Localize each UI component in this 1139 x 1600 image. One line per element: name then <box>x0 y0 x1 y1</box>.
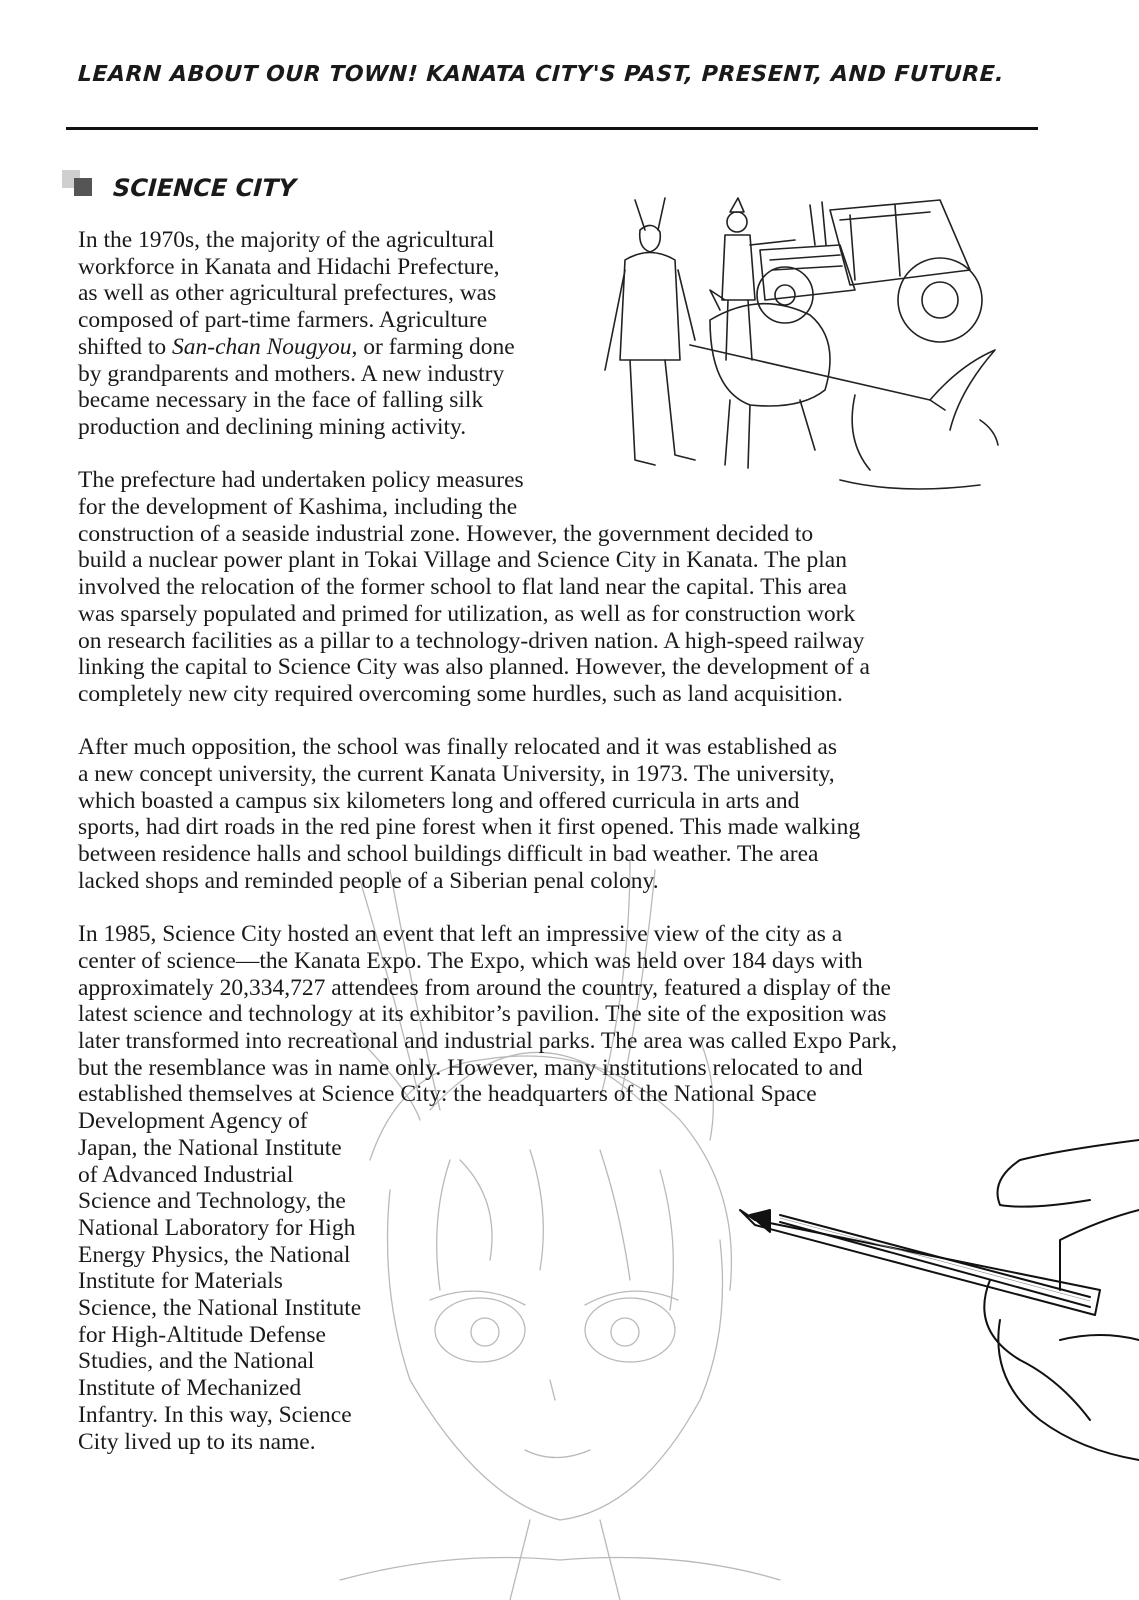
text-line: was sparsely populated and primed for utilization, as well as for construction work <box>78 600 856 627</box>
text-line: City lived up to its name. <box>78 1428 316 1455</box>
text-line: by grandparents and mothers. A new industry <box>78 360 505 387</box>
article-body <box>78 227 1078 1482</box>
text-line: Studies, and the National <box>78 1348 315 1375</box>
text-line: latest science and technology at its exhibitor’s pavilion. The site of the exposition was <box>78 1001 887 1028</box>
text-line: production and declining mining activity. <box>78 413 467 440</box>
text-line: After much opposition, the school was finally relocated and it was established as <box>78 734 837 761</box>
text-line: Institute for Materials <box>78 1268 283 1295</box>
text-line: In the 1970s, the majority of the agricultural <box>78 227 495 253</box>
paragraph-3 <box>78 734 1078 894</box>
page-header: LEARN ABOUT OUR TOWN! KANATA CITY'S PAST, PRESENT, AND FUTURE. <box>77 62 1005 87</box>
text-line: completely new city required overcoming some hurdles, such as land acquisition. <box>78 680 843 707</box>
text-line: composed of part-time farmers. Agriculture <box>78 307 488 334</box>
text-line: later transformed into recreational and industrial parks. The area was called Expo Park, <box>78 1028 898 1055</box>
text-line: a new concept university, the current Kanata University, in 1973. The university, <box>78 761 835 788</box>
text-line: which boasted a campus six kilometers long and offered curricula in arts and <box>78 787 800 814</box>
text-line: construction of a seaside industrial zone. However, the government decided to <box>78 520 814 547</box>
text-line: build a nuclear power plant in Tokai Village and Science City in Kanata. The plan <box>78 547 847 574</box>
text-line: shifted to San-chan Nougyou, or farming done <box>78 333 515 360</box>
paragraph-1 <box>78 227 1078 441</box>
text-line: but the resemblance was in name only. However, many institutions relocated to and <box>78 1054 863 1081</box>
text-line: of Advanced Industrial <box>78 1161 294 1188</box>
text-line: for the development of Kashima, including the <box>78 494 518 521</box>
text-line: sports, had dirt roads in the red pine forest when it first opened. This made walking <box>78 814 861 841</box>
text-line: Science, the National Institute <box>78 1295 362 1322</box>
text-line: Science and Technology, the <box>78 1188 346 1215</box>
text-line: linking the capital to Science City was also planned. However, the development of a <box>78 654 870 681</box>
text-line: involved the relocation of the former school to flat land near the capital. This area <box>78 574 847 601</box>
text-line: National Laboratory for High <box>78 1214 356 1241</box>
paragraph-2 <box>78 467 1078 707</box>
section-marker-icon <box>62 170 96 196</box>
text-line: approximately 20,334,727 attendees from around the country, featured a display of the <box>78 974 891 1001</box>
text-line: center of science—the Kanata Expo. The Expo, which was held over 184 days with <box>78 947 863 974</box>
text-line: Energy Physics, the National <box>78 1241 351 1268</box>
text-line: The prefecture had undertaken policy measures <box>78 467 524 494</box>
text-line: In 1985, Science City hosted an event that left an impressive view of the city as a <box>78 921 843 948</box>
text-line: workforce in Kanata and Hidachi Prefecture, <box>78 253 500 280</box>
text-line: on research facilities as a pillar to a technology-driven nation. A high-speed railway <box>78 627 865 654</box>
header-rule <box>66 127 1038 130</box>
text-line: Institute of Mechanized <box>78 1375 302 1402</box>
italic-term: San-chan Nougyou, <box>172 333 358 360</box>
text-line: established themselves at Science City: the headquarters of the National Space <box>78 1081 817 1108</box>
text-line: Japan, the National Institute <box>78 1134 342 1161</box>
section-title: SCIENCE CITY <box>112 174 297 202</box>
text-line: for High-Altitude Defense <box>78 1321 326 1348</box>
text-line: Development Agency of <box>78 1108 308 1135</box>
text-line: became necessary in the face of falling silk <box>78 387 484 414</box>
text-line: between residence halls and school buildings difficult in bad weather. The area <box>78 841 819 868</box>
text-line: as well as other agricultural prefectures, was <box>78 280 497 307</box>
paragraph-4 <box>78 921 1078 1455</box>
text-line: Infantry. In this way, Science <box>78 1401 352 1428</box>
text-line: lacked shops and reminded people of a Siberian penal colony. <box>78 867 659 894</box>
